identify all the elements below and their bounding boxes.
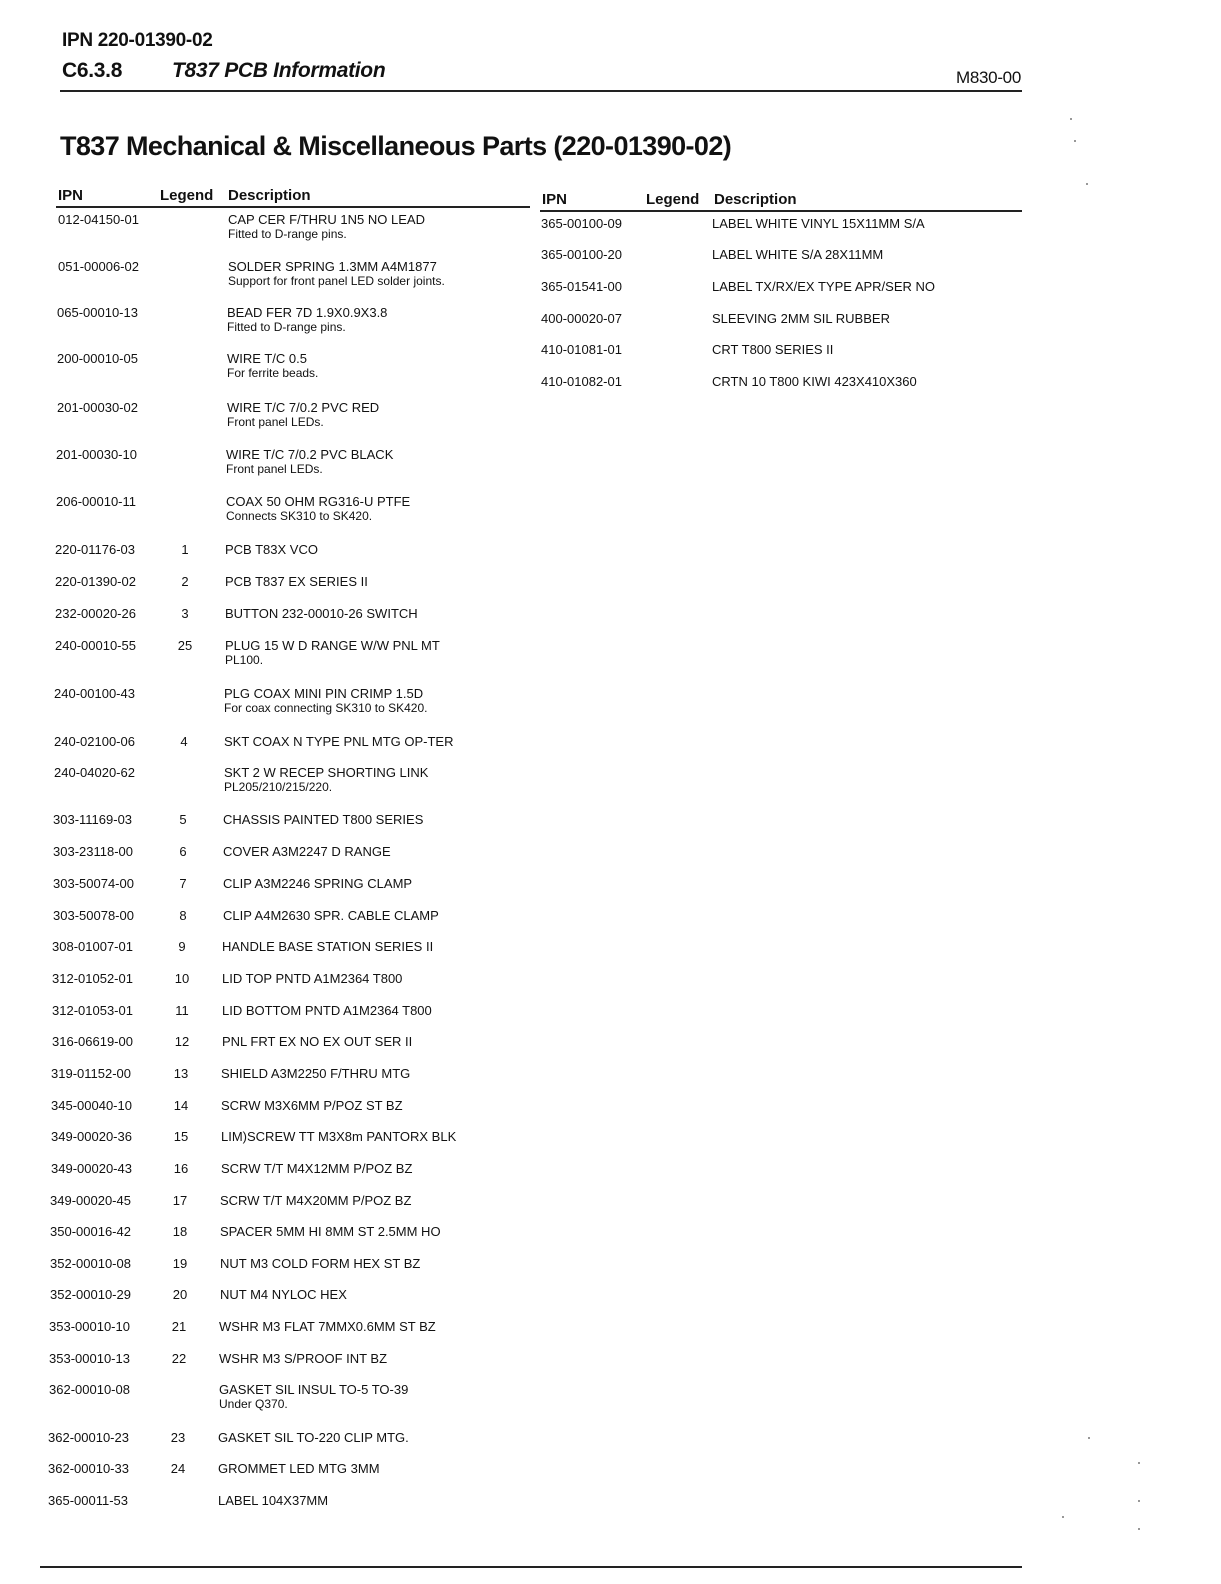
part-description: BUTTON 232-00010-26 SWITCH [225,606,418,621]
part-ipn: 410-01082-01 [541,374,622,389]
part-description: SPACER 5MM HI 8MM ST 2.5MM HO [220,1224,441,1239]
scan-speck [1074,140,1076,142]
part-description: LID BOTTOM PNTD A1M2364 T800 [222,1003,432,1018]
part-ipn: 200-00010-05 [57,351,138,366]
part-legend: 22 [171,1351,187,1366]
section-number: C6.3.8 [62,59,123,82]
part-description-cell [224,686,427,715]
part-description: NUT M4 NYLOC HEX [220,1287,347,1302]
part-description: CAP CER F/THRU 1N5 NO LEAD [228,212,425,227]
part-description-cell [220,1256,420,1271]
part-description-cell [227,400,379,429]
part-description: LABEL WHITE S/A 28X11MM [712,247,884,262]
part-description: LABEL WHITE VINYL 15X11MM S/A [712,216,925,231]
part-description-cell [219,1351,387,1366]
part-description: PLG COAX MINI PIN CRIMP 1.5D [224,686,424,701]
part-description-cell [218,1430,409,1445]
part-ipn: 206-00010-11 [56,494,136,509]
part-description: SCRW T/T M4X20MM P/POZ BZ [220,1193,412,1208]
part-ipn: 220-01176-03 [55,542,135,557]
part-description: CRTN 10 T800 KIWI 423X410X360 [712,374,917,389]
part-ipn: 365-01541-00 [541,279,622,294]
part-description-cell [221,1098,403,1113]
part-note: For ferrite beads. [227,366,319,380]
part-ipn: 240-00100-43 [54,686,135,701]
part-description: SKT COAX N TYPE PNL MTG OP-TER [224,734,454,749]
left-header-rule [56,206,530,208]
part-description-cell [222,971,402,986]
col-head-legend: Legend [160,187,214,204]
part-note: PL205/210/215/220. [224,780,333,794]
part-description: LIM)SCREW TT M3X8m PANTORX BLK [221,1129,457,1144]
part-description: COAX 50 OHM RG316-U PTFE [226,494,411,509]
part-ipn: 232-00020-26 [55,606,136,621]
part-description-cell [226,494,410,523]
part-description: CLIP A3M2246 SPRING CLAMP [223,876,413,891]
scan-speck [1062,1516,1064,1518]
part-description-cell [227,305,387,334]
part-ipn: 345-00040-10 [51,1098,132,1113]
part-description: WSHR M3 FLAT 7MMX0.6MM ST BZ [219,1319,436,1334]
part-legend: 9 [178,939,186,954]
part-ipn: 303-23118-00 [53,844,133,859]
part-ipn: 410-01081-01 [541,342,622,357]
part-description-cell [222,1034,412,1049]
part-description: HANDLE BASE STATION SERIES II [222,939,434,954]
part-description: NUT M3 COLD FORM HEX ST BZ [220,1256,421,1271]
part-note: PL100. [225,653,264,667]
right-header-rule [540,210,1022,212]
part-ipn: 350-00016-42 [50,1224,131,1239]
part-ipn: 240-04020-62 [54,765,135,780]
part-legend: 17 [172,1193,188,1208]
part-description: WIRE T/C 0.5 [227,351,307,366]
part-legend: 24 [170,1461,186,1476]
part-ipn: 012-04150-01 [58,212,139,227]
scan-speck [1070,118,1072,120]
part-legend: 19 [172,1256,188,1271]
part-ipn: 365-00100-20 [541,247,622,262]
part-description: PCB T83X VCO [225,542,318,557]
part-description-cell [224,734,453,749]
scan-speck [1086,183,1088,185]
part-note: For coax connecting SK310 to SK420. [224,701,428,715]
part-note: Connects SK310 to SK420. [226,509,373,523]
part-description-cell [227,351,318,380]
part-description: WIRE T/C 7/0.2 PVC RED [227,400,380,415]
part-ipn: 312-01053-01 [52,1003,133,1018]
part-description: SCRW M3X6MM P/POZ ST BZ [221,1098,403,1113]
part-description: SHIELD A3M2250 F/THRU MTG [221,1066,411,1081]
part-description: PLUG 15 W D RANGE W/W PNL MT [225,638,440,653]
part-ipn: 349-00020-43 [51,1161,132,1176]
part-description: LABEL TX/RX/EX TYPE APR/SER NO [712,279,936,294]
part-description-cell [219,1319,436,1334]
part-ipn: 352-00010-29 [50,1287,131,1302]
part-legend: 4 [180,734,188,749]
part-description-cell [223,812,423,827]
part-ipn: 303-50078-00 [53,908,134,923]
part-ipn: 201-00030-10 [56,447,137,462]
part-description-cell [223,844,391,859]
scan-speck [1138,1500,1140,1502]
part-legend: 25 [177,638,193,653]
part-ipn: 365-00011-53 [48,1493,128,1508]
part-legend: 14 [173,1098,189,1113]
part-description: LABEL 104X37MM [218,1493,329,1508]
scan-speck [1088,1437,1090,1439]
part-ipn: 303-50074-00 [53,876,134,891]
part-ipn: 303-11169-03 [53,812,133,827]
part-description-cell [221,1129,456,1144]
part-description-cell [223,876,412,891]
part-legend: 1 [181,542,189,557]
col-head-legend-right: Legend [646,191,700,208]
part-legend: 16 [173,1161,189,1176]
part-note: Under Q370. [219,1397,288,1411]
part-description: WSHR M3 S/PROOF INT BZ [219,1351,388,1366]
part-description: SLEEVING 2MM SIL RUBBER [712,311,890,326]
page-title: T837 Mechanical & Miscellaneous Parts (220-01390-02) [60,131,732,161]
part-description: PNL FRT EX NO EX OUT SER II [222,1034,413,1049]
scan-speck [1138,1528,1140,1530]
part-note: Fitted to D-range pins. [227,320,346,334]
part-legend: 6 [179,844,187,859]
part-description-cell [228,259,445,288]
part-description-cell [225,574,368,589]
part-description-cell [220,1287,347,1302]
part-description: COVER A3M2247 D RANGE [223,844,391,859]
part-ipn: 362-00010-23 [48,1430,129,1445]
part-description-cell [225,638,440,667]
part-description: GROMMET LED MTG 3MM [218,1461,380,1476]
part-legend: 8 [179,908,187,923]
section-title: T837 PCB Information [172,59,386,82]
part-ipn: 220-01390-02 [55,574,136,589]
header-ipn: IPN 220-01390-02 [62,30,213,51]
part-description: WIRE T/C 7/0.2 PVC BLACK [226,447,394,462]
part-description-cell [221,1161,412,1176]
part-legend: 21 [171,1319,187,1334]
part-ipn: 319-01152-00 [51,1066,131,1081]
part-legend: 7 [179,876,187,891]
part-ipn: 065-00010-13 [57,305,138,320]
part-ipn: 353-00010-10 [49,1319,130,1334]
part-description-cell [225,542,318,557]
part-ipn: 312-01052-01 [52,971,133,986]
part-ipn: 240-00010-55 [55,638,136,653]
part-ipn: 316-06619-00 [52,1034,133,1049]
scan-speck [1138,1462,1140,1464]
part-legend: 10 [174,971,190,986]
part-description: PCB T837 EX SERIES II [225,574,368,589]
part-description: GASKET SIL TO-220 CLIP MTG. [218,1430,409,1445]
part-ipn: 352-00010-08 [50,1256,131,1271]
part-legend: 3 [181,606,189,621]
part-ipn: 201-00030-02 [57,400,138,415]
part-ipn: 362-00010-08 [49,1382,130,1397]
col-head-ipn-right: IPN [542,191,568,208]
part-description-cell [219,1382,408,1411]
col-head-description: Description [228,187,311,204]
part-legend: 20 [172,1287,188,1302]
part-description: SKT 2 W RECEP SHORTING LINK [224,765,429,780]
part-description: SOLDER SPRING 1.3MM A4M1877 [228,259,437,274]
part-description-cell [218,1493,328,1508]
part-legend: 12 [174,1034,190,1049]
part-description-cell [220,1193,411,1208]
part-description-cell [225,606,418,621]
part-ipn: 308-01007-01 [52,939,133,954]
part-description: LID TOP PNTD A1M2364 T800 [222,971,403,986]
part-ipn: 353-00010-13 [49,1351,130,1366]
part-description-cell [222,939,433,954]
part-description-cell [222,1003,432,1018]
part-note: Front panel LEDs. [226,462,323,476]
part-note: Support for front panel LED solder joints. [228,274,445,288]
part-description: CRT T800 SERIES II [712,342,834,357]
part-legend: 13 [173,1066,189,1081]
part-note: Fitted to D-range pins. [228,227,347,241]
header-divider [60,90,1022,92]
part-description-cell [220,1224,441,1239]
part-description: SCRW T/T M4X12MM P/POZ BZ [221,1161,413,1176]
part-description: BEAD FER 7D 1.9X0.9X3.8 [227,305,388,320]
part-description: GASKET SIL INSUL TO-5 TO-39 [219,1382,409,1397]
part-description-cell [221,1066,410,1081]
footer-divider [40,1566,1022,1568]
part-legend: 15 [173,1129,189,1144]
part-ipn: 240-02100-06 [54,734,135,749]
part-description-cell [218,1461,380,1476]
part-legend: 11 [175,1003,189,1018]
part-ipn: 349-00020-36 [51,1129,132,1144]
part-legend: 2 [181,574,189,589]
part-description: CHASSIS PAINTED T800 SERIES [223,812,424,827]
part-description-cell [228,212,425,241]
part-note: Front panel LEDs. [227,415,324,429]
part-description-cell [226,447,393,476]
col-head-description-right: Description [714,191,797,208]
part-ipn: 365-00100-09 [541,216,622,231]
part-description: CLIP A4M2630 SPR. CABLE CLAMP [223,908,439,923]
part-description-cell [223,908,439,923]
part-ipn: 400-00020-07 [541,311,622,326]
part-legend: 23 [170,1430,186,1445]
part-description-cell [224,765,428,794]
col-head-ipn: IPN [58,187,84,204]
part-legend: 5 [179,812,187,827]
part-ipn: 051-00006-02 [58,259,139,274]
document-code: M830-00 [956,68,1021,87]
part-ipn: 349-00020-45 [50,1193,131,1208]
part-ipn: 362-00010-33 [48,1461,129,1476]
part-legend: 18 [172,1224,188,1239]
